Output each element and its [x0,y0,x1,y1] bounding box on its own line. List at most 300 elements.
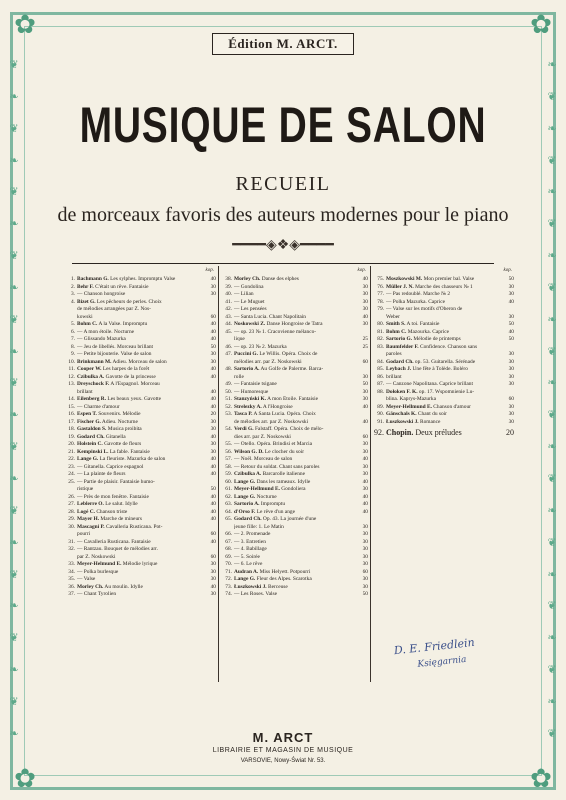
list-item [64,299,216,307]
entry-number: 50. [225,388,232,395]
list-item [64,539,216,547]
catalogue-column-3 [370,266,516,682]
entry-text [234,291,354,299]
entry-price: 20 [506,428,514,437]
entry-title: A mon Étoile. Fantaisie [267,396,319,402]
entry-number: 3. [70,291,75,297]
entry-title: Deux préludes [415,428,462,437]
entry-number: 76. [377,283,384,290]
entry-price: 30 [362,471,368,477]
entry-title: Les sylphes. Impromptu Valse [110,276,176,282]
entry-number: 56. [225,448,232,455]
entry-title: Souvenirs. Mélodie [98,411,141,417]
entry-text [77,389,202,397]
list-item [64,321,216,329]
entry-price: 30 [508,313,514,320]
list-item [373,299,514,307]
entry-price: 40 [210,276,216,282]
entry-number: 66. [225,531,232,537]
entry-composer: Puccini G. [234,351,258,357]
list-item [221,404,368,412]
list-item [64,276,216,284]
list-item [221,576,368,584]
entry-number: 51. [225,396,232,402]
list-item [64,284,216,292]
entry-text [77,546,202,554]
entry-price: 25 [362,343,368,350]
entry-title: — Gondolina [234,283,264,290]
entry-price: 40 [210,321,216,327]
list-item [64,501,216,509]
entry-price: 30 [508,381,514,387]
list-item [221,381,368,389]
entry-number: 79. [377,306,384,312]
entry-text [234,351,354,359]
entry-number: 49. [225,381,232,387]
list-item [221,584,368,592]
entry-number: 44. [225,321,232,327]
entry-price: 30 [210,351,216,357]
list-item [64,449,216,457]
entry-title: — Le Muguet [234,298,265,305]
list-item [221,321,368,329]
list-item [221,449,368,457]
entry-text [77,276,202,284]
entry-number: 19. [68,433,75,440]
entry-composer: Dołoken F. K. [386,388,418,395]
entry-text [234,396,354,404]
corner-ornament-bottom-right: ✿ [530,764,552,793]
entry-price: 30 [362,441,368,447]
entry-title: A l'Hongroise [262,403,293,410]
entry-title: — Canzone Napolitana. Caprice brillant [386,381,473,387]
entry-number: 48. [225,366,232,372]
entry-composer: Sartorio A. [234,366,260,372]
entry-price: 30 [362,396,368,402]
entry-price: 20 [210,411,216,417]
list-item [221,441,368,449]
entry-price: 30 [362,463,368,470]
list-item [64,314,216,322]
list-item [373,396,514,404]
entry-composer: Cooper W. [77,366,102,372]
entry-price: 40 [210,583,216,590]
entry-text [234,276,354,284]
entry-number: 72. [225,576,232,582]
entry-price: 40 [210,538,216,545]
list-item [221,329,368,337]
entry-price: 50 [362,591,368,597]
list-item [373,404,514,412]
list-item [64,359,216,367]
entry-number: 41. [225,298,232,305]
entry-price: 40 [362,478,368,485]
entry-number: 52. [225,403,232,410]
entry-title: Op. 43. La journée d'une [262,516,317,522]
entry-composer: Sartorio A. [234,501,260,507]
list-item [373,306,514,314]
entry-number: 17. [68,418,75,425]
entry-price: 30 [210,426,216,432]
entry-composer: Leybach J. [386,366,412,372]
list-item [221,306,368,314]
list-item [64,434,216,442]
entry-composer: Gänschals K. [386,411,417,417]
list-item [64,584,216,592]
entry-text [77,299,202,307]
entry-text [77,501,202,509]
list-item [64,486,216,494]
list-item [221,546,368,554]
entry-price: 30 [210,291,216,297]
price-header: kop. [205,268,214,273]
corner-ornament-top-left: ✿ [14,10,36,39]
entry-price: 30 [210,561,216,567]
entry-number: 35. [68,576,75,582]
list-item [373,389,514,397]
entry-number: 46. [225,343,232,350]
entry-composer: Morley Ch. [77,583,104,590]
list-item [64,374,216,382]
entry-title: de mélodies arr. par Z. Noskowski [234,418,309,425]
entry-title: — 5. Soirée [234,553,260,560]
entry-composer: Godard Ch. [386,358,414,365]
entry-number: 89. [377,403,384,410]
entry-title: — Retour du soldat. Chant sans paroles [234,463,320,470]
entry-price: 30 [362,546,368,552]
entry-title: — Pas redoublé. Marche № 2 [386,291,451,297]
entry-text [234,284,354,292]
entry-number: 27. [68,501,75,507]
entry-text [234,314,354,322]
entry-number: 60. [225,478,232,485]
list-item [64,479,216,487]
entry-composer: Bohm C. [386,328,407,335]
entry-composer: Holstein C. [77,441,103,447]
entry-composer: Lange G. [234,493,256,500]
entry-title: Gavotte de fleurs [104,441,142,447]
entry-number: 80. [377,321,384,327]
entry-composer: Czibulka A. [77,373,105,380]
entry-text [386,396,500,404]
entry-number: 26. [68,493,75,500]
entry-price: 30 [210,441,216,447]
entry-composer: Bohm C. [77,321,98,327]
entry-title: paroles [386,351,402,357]
list-item [64,389,216,397]
entry-title: Marche de mineurs [100,516,143,522]
entry-text [234,411,354,419]
entry-price: 30 [362,388,368,395]
entry-price: 40 [210,508,216,515]
entry-composer: Müller J. N. [386,283,414,290]
entry-number: 86. [377,373,384,380]
entry-price: 50 [508,336,514,342]
list-item [64,591,216,599]
entry-title: Miss Helyett. Potpourri [259,568,311,575]
entry-title: mélodies arr. par Z. Noskowski [234,358,302,365]
entry-title: — Santa Lucia. Chant Napolitain [234,313,307,320]
entry-text [77,306,202,314]
entry-text [77,344,202,352]
entry-number: 22. [68,456,75,462]
entry-price: 30 [210,418,216,425]
list-item [373,366,514,374]
entry-price: 50 [508,321,514,327]
list-item [64,306,216,314]
corner-ornament-bottom-left: ✿ [14,764,36,793]
entry-price: 30 [362,576,368,582]
entry-number: 9. [70,351,75,357]
entry-number: 88. [377,388,384,395]
entry-title: Fleur des Alpes. Scarotka [256,576,312,582]
list-item [221,336,368,344]
entry-composer: Łuszkowski J. [386,418,419,425]
entry-text [77,524,202,532]
entry-text [77,396,202,404]
entry-price: 40 [362,313,368,320]
entry-composer: Logé C. [77,508,95,515]
entry-title: A toi. Fantaisie [406,321,440,327]
list-item [64,494,216,502]
entry-text [77,569,202,577]
entry-text [234,359,354,367]
entry-price: 60 [362,358,368,365]
entry-title: — Chanson hongroise [77,291,126,297]
entry-text [77,509,202,517]
list-item [64,404,216,412]
entry-composer: Gastaldon S. [77,426,107,432]
entry-price: 30 [210,576,216,582]
entry-price: 30 [508,373,514,380]
entry-price: 30 [508,283,514,290]
entry-title: — Petite bijouterie. Valse de salon [77,351,152,357]
entry-number: 64. [225,508,232,515]
list-item [221,591,368,599]
entry-text [234,366,354,374]
entry-composer: d'Orso F. [234,508,256,515]
list-item [221,314,368,322]
entry-price: 40 [210,366,216,372]
list-item [221,434,368,442]
entry-text [234,449,354,457]
entry-text [234,531,354,539]
list-item [221,276,368,284]
list-item [64,471,216,479]
entry-number: 45. [225,328,232,335]
entry-number: 63. [225,501,232,507]
entry-composer: Wilson G. D. [234,448,264,455]
entry-price: 30 [508,291,514,297]
entry-title: La fleuriste. Mazurka de salon [99,456,166,462]
entry-title: Le clocher du soir [264,448,304,455]
entry-text [234,591,354,599]
entry-text [77,531,202,539]
entry-composer: Kempinski L. [77,448,109,455]
list-item [221,411,368,419]
entry-price: 30 [362,291,368,297]
entry-number: 92. [374,428,384,437]
entry-number: 71. [225,568,232,575]
entry-text [77,441,202,449]
entry-price: 60 [508,396,514,402]
list-item [221,456,368,464]
entry-number: 16. [68,411,75,417]
list-item [373,351,514,359]
entry-title: — Charme d'amour [77,403,120,410]
list-item [221,516,368,524]
entry-text [386,374,500,382]
entry-text [77,366,202,374]
entry-title: Au Golfe de Palerme. Barca- [260,366,324,372]
entry-price: 40 [210,501,216,507]
entry-title: — Gitanella. Caprice espagnol [77,463,144,470]
entry-number: 34. [68,568,75,575]
entry-text [77,494,202,502]
entry-number: 62. [225,493,232,500]
entry-text [234,464,354,472]
entry-number: 84. [377,358,384,365]
entry-text [77,516,202,524]
entry-price: 30 [362,373,368,380]
entry-number: 33. [68,561,75,567]
entry-composer: Mayer H. [77,516,100,522]
corner-ornament-top-right: ✿ [530,10,552,39]
entry-price: 40 [508,328,514,335]
entry-composer: Stanzyński K. [234,396,267,402]
entry-title: — 3. Entretien [234,538,266,545]
publisher-address: VARSOVIE, Nowy-Świat Nr. 53. [240,758,326,764]
entry-text [386,366,500,374]
entry-title: A la Valse. Impromptu [98,321,148,327]
list-item [221,351,368,359]
entry-text [234,329,354,337]
entry-text [386,389,500,397]
entry-number: 68. [225,546,232,552]
entry-price: 60 [362,433,368,440]
list-item [64,411,216,419]
entry-text [77,329,202,337]
entry-text [77,321,202,329]
entry-composer: Brinkmann M. [77,358,112,365]
entry-composer: Lange G. [234,478,256,485]
entry-price: 30 [362,553,368,560]
entry-number: 10. [68,358,75,365]
entry-title: — Rantzau. Bouquet de mélodies arr. [77,546,158,552]
entry-text [77,464,202,472]
entry-text [234,554,354,562]
list-item [64,441,216,449]
entry-text [77,539,202,547]
list-item [221,366,368,374]
list-item [221,569,368,577]
entry-price: 40 [210,433,216,440]
entry-title: — Fantaisie tsigane [234,381,277,387]
entry-title: — 4. Babillage [234,546,267,552]
list-item [64,569,216,577]
entry-title: brillant [386,373,402,380]
entry-composer: Łuszkowski J. [234,583,267,590]
entry-title: op. 53. Guitarella. Sérénade [414,358,476,365]
entry-composer: Meyer-Hellmund E. [234,486,280,492]
entry-number: 77. [377,291,384,297]
entry-title: Danse des elphes [261,276,299,282]
list-item [221,539,368,547]
entry-price: 40 [210,403,216,410]
divider-line [72,263,494,264]
entry-title: rolle [234,373,244,380]
entry-price: 30 [508,403,514,410]
entry-price: 50 [362,381,368,387]
entry-title: La fable. Fantaisie [109,448,150,455]
entry-title: Chanson triste [96,508,128,515]
recueil-heading: RECUEIL [235,173,331,195]
entry-title: — Partie de plaisir. Fantaisie humo- [77,478,155,485]
entry-title: — Valse [77,576,96,582]
list-item [64,464,216,472]
list-item [373,359,514,367]
entry-text [234,389,354,397]
entry-text [234,516,354,524]
list-item [373,344,514,352]
entry-text [77,336,202,344]
entry-number: 81. [377,328,384,335]
entry-text [234,336,354,344]
entry-number: 21. [68,448,75,455]
entry-price: 40 [508,298,514,305]
entry-text [234,471,354,479]
entry-text [234,306,354,314]
entry-title: Romance [420,418,441,425]
entry-title: Gavotte de la princesse [105,373,156,380]
entry-text [77,381,202,389]
entry-price: 30 [210,448,216,455]
entry-text [234,561,354,569]
entry-text [386,329,500,337]
entry-title: Impromptu [260,501,286,507]
entry-number: 8. [70,343,75,350]
entry-number: 23. [68,463,75,470]
list-item [221,464,368,472]
entry-text [77,479,202,487]
entry-text [234,419,354,427]
entry-price: 30 [362,298,368,305]
entry-title: Weber [386,313,400,320]
entry-text [386,284,500,292]
entry-number: 38. [225,276,232,282]
list-item [221,524,368,532]
entry-text [386,344,500,352]
entry-number: 7. [70,336,75,342]
entry-composer: Bizet G. [77,298,96,305]
list-item [64,344,216,352]
entry-text [77,576,202,584]
entry-number: 43. [225,313,232,320]
entry-price: 50 [210,343,216,350]
entry-price: 60 [210,313,216,320]
entry-title: — op. 23 № 1. Cracovienne mélanco- [234,328,317,335]
entry-number: 91. [377,418,384,425]
entry-title: — op. 23 № 2. Mazurka [234,343,287,350]
catalogue-column-1 [62,266,218,682]
entry-number: 69. [225,553,232,560]
entry-title: pourri [77,531,91,537]
list-item [373,314,514,322]
entry-title: Dans les rameaux. Idylle [256,478,311,485]
entry-composer: Morley Ch. [234,276,261,282]
stamp-line-2: Księgarnia [417,654,467,670]
entry-text [77,359,202,367]
